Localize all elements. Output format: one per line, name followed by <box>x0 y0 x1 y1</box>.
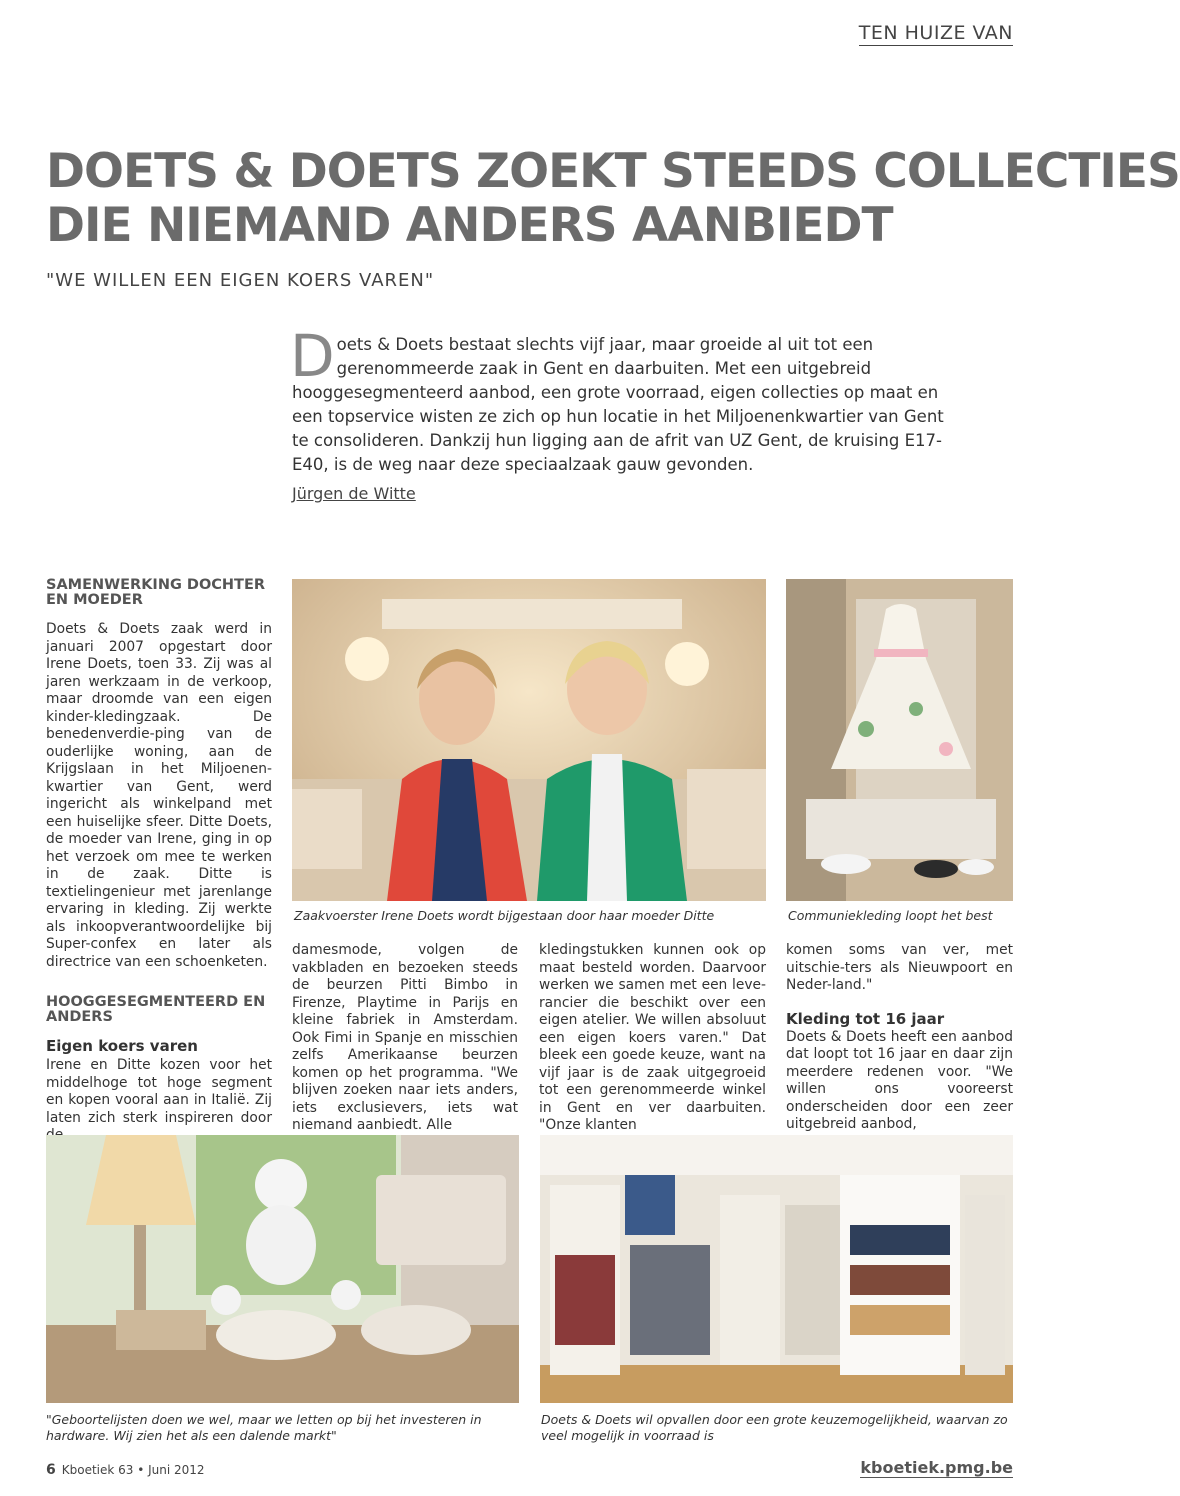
column-1 <box>46 578 272 1145</box>
intro-text: oets & Doets bestaat slechts vijf jaar, maar groeide al uit tot een gerenommeerde zaak in Gent en daarbuiten. Met een uitgebreid hooggesegmenteerd aanbod, een grote voorraad, eigen collecties op maat en een topservice wisten ze zich op hun locatie in het Miljoenenkwartier van Gent te consolideren. Dankzij hun ligging aan de afrit van UZ Gent, de kruising E17-E40, is de weg naar deze speciaalzaak gauw gevonden. <box>292 335 944 474</box>
column-3 <box>539 942 766 1135</box>
caption-nursery: "Geboortelijsten doen we wel, maar we letten op bij het investeren in hardware. Wij zien het als een dalende markt" <box>46 1412 482 1443</box>
body-paragraph: damesmode, volgen de vakbladen en bezoeken steeds de beurzen Pitti Bimbo in Firenze, Playtime in Parijs en kleine fabriek in Amsterdam. Ook Fimi in Spanje en misschien zelfs Amerikaanse beurzen komen op het programma. "We blijven zoeken naar iets anders, iets exclusievers, iets wat niemand aanbiedt. Alle <box>292 942 518 1133</box>
headline-line-1: DOETS & DOETS ZOEKT STEEDS COLLECTIES <box>46 144 1180 199</box>
body-paragraph: Irene en Ditte kozen voor het middelhoge tot hoge segment en kopen vooral aan in Italië. Zij laten zich sterk inspireren door <box>46 1057 272 1126</box>
photo-store-interior <box>540 1135 1013 1403</box>
article-byline: Jürgen de Witte <box>292 484 416 503</box>
issue-info: Kboetiek 63 • Juni 2012 <box>61 1463 205 1477</box>
caption-store: Doets & Doets wil opvallen door een grote keuzemogelijkheid, waarvan zo veel mogelijk in voorraad is <box>541 1412 1008 1443</box>
caption-owners: Zaakvoerster Irene Doets wordt bijgestaan door haar moeder Ditte <box>294 908 715 923</box>
photo-communion-dress <box>786 579 1013 901</box>
intro-dropcap: D <box>290 322 335 390</box>
photo-owners <box>292 579 766 901</box>
subheading-clothing-16: Kleding tot 16 jaar <box>786 1009 945 1028</box>
website-link[interactable]: kboetiek.pmg.be <box>860 1458 1013 1477</box>
caption-dress: Communiekleding loopt het best <box>788 908 993 923</box>
photo-store-illustration <box>540 1135 1013 1403</box>
headline-line-2: DIE NIEMAND ANDERS AANBIEDT <box>46 198 893 253</box>
body-paragraph: Doets & Doets zaak werd in januari 2007 opgestart door Irene Doets, toen 33. Zij was al jaren werkzaam in de verkoop, maar droomde van een eigen kinder-kledingzaak. De benedenverdie-ping van de ouderlijke woning, aan de Krijgslaan in het Miljoenen-kwartier van Gent, werd ingericht als winkelpand met een huiselijke sfeer. Ditte Doets, de moeder van Irene, ging in op het verzoek om mee te werken in de zaak. Ditte is textielingenieur met jarenlange ervaring in kleding. Zij werkte als inkoopverantwoordelijke bij Super-confex en later als directrice van een schoenketen. <box>46 621 272 970</box>
photo-nursery-illustration <box>46 1135 519 1403</box>
subheading-own-course: Eigen koers varen <box>46 1037 198 1055</box>
column-2 <box>292 942 518 1135</box>
body-paragraph: kledingstukken kunnen ook op maat besteld worden. Daarvoor werken we samen met een leve-rancier die beschikt over een eigen atelier. We willen absoluut een eigen koers varen." Dat bleek een goede keuze, want na vijf jaar is de zaak uitgegroeid tot een gerenommeerde winkel in Gent en ver daarbuiten. "Onze klanten <box>539 942 766 1133</box>
article-headline <box>46 144 1180 253</box>
photo-owners-illustration <box>292 579 766 901</box>
section-tag: TEN HUIZE VAN <box>858 22 1013 44</box>
photo-dress-illustration <box>786 579 1013 901</box>
body-paragraph: komen soms van ver, met uitschie-ters als Nieuwpoort en Neder-land." <box>786 942 1013 993</box>
section-heading-segment: HOOGGESEGMENTEERD EN ANDERS <box>46 994 266 1025</box>
section-heading-collaboration: SAMENWERKING DOCHTER EN MOEDER <box>46 577 266 608</box>
photo-nursery-display <box>46 1135 519 1403</box>
page-footer <box>46 1462 205 1478</box>
article-intro <box>290 322 952 477</box>
page-number: 6 <box>46 1462 56 1478</box>
article-subtitle: "WE WILLEN EEN EIGEN KOERS VAREN" <box>46 270 435 291</box>
body-paragraph: Doets & Doets heeft een aanbod dat loopt tot 16 jaar en daar zijn meerdere redenen voor. "We willen ons vooreerst onderscheiden door een zeer uitgebreid aanbod, <box>786 1028 1013 1132</box>
column-4 <box>786 942 1013 1134</box>
